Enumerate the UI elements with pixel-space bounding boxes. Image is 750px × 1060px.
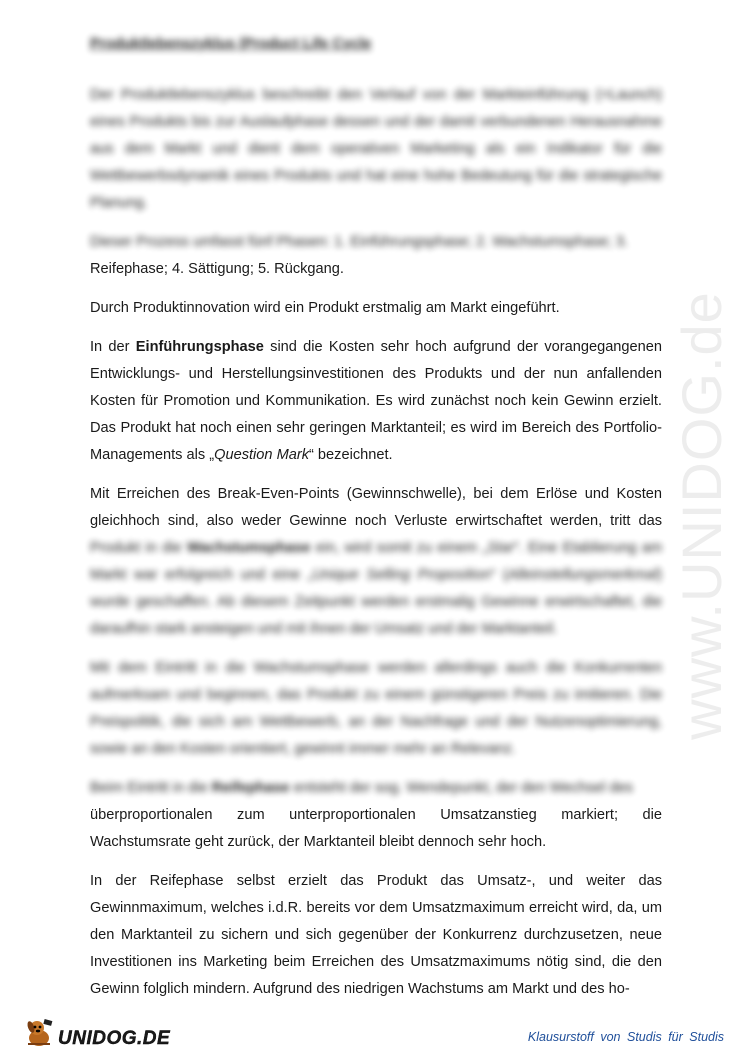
document-title: Produktlebenszyklus (Product Life Cycle xyxy=(90,36,372,52)
growth-mid3: “ ( xyxy=(490,567,508,583)
page-footer xyxy=(0,1010,750,1050)
paragraph-phases xyxy=(90,229,662,283)
maturity-clear: überproportionalen zum unterproportionalen Umsatzanstieg markiert; die Wachstumsrate geht zurück, der Marktanteil bleibt dennoch sehr hoch. xyxy=(90,807,662,850)
phases-blurred-line: Dieser Prozess umfasst fünf Phasen: 1. Einführungsphase; 2. Wachstumsphase; 3. xyxy=(90,234,629,250)
alleinstellung-term: Alleinstellungsmerkmal xyxy=(507,567,658,583)
growth-before: Produkt in die xyxy=(90,540,187,556)
growth-phase-term: Wachstumsphase xyxy=(186,540,311,556)
paragraph-introduction-phase xyxy=(90,334,662,469)
maturity-before: Beim Eintritt in die xyxy=(90,780,212,796)
intro-mid: sind die Kosten sehr hoch aufgrund der vorangegangenen Entwicklungs- und Herstellungsinvestitionen des Produkts und der nun anfallenden Kosten für Promotion und Kommunikation. Es wird zunächst noch kein Gewinn erzielt. Das Produkt hat noch einen sehr geringen Marktanteil; es wird im Bereich des Portfolio-Managements als „ xyxy=(90,339,663,463)
intro-phase-term: Einführungsphase xyxy=(135,339,264,355)
maturity-after: entsteht der sog. Wendepunkt, der den Wechsel des xyxy=(289,780,633,796)
growth-mid: ein, wird somit zu einem „ xyxy=(310,540,488,556)
footer-slogan: Klausurstoff von Studis für Studis xyxy=(527,1030,724,1044)
growth-mid2: “. Eine Etablierung am Markt war erfolgreich und eine „ xyxy=(90,540,662,583)
site-watermark xyxy=(656,280,746,750)
paragraph-intro: Der Produktlebenszyklus beschreibt den Verlauf von der Markteinführung (=Launch) eines Produkts bis zur Auslaufphase dessen und der damit verbundenen Herausnahme aus dem Markt und dient dem operativen Marketing als ein Indikator für die Wettbewerbsdynamik eines Produkts und hat eine hohe Bedeutung für die strategische Planung. xyxy=(90,87,662,211)
paragraph-maturity xyxy=(90,775,662,856)
usp-term: Unique Selling Proposition xyxy=(312,567,491,583)
document-body xyxy=(90,36,662,1015)
dog-mascot-icon xyxy=(22,1016,56,1050)
phases-clear-line: Reifephase; 4. Sättigung; 5. Rückgang. xyxy=(90,261,344,277)
question-mark-term: Question Mark xyxy=(214,447,310,463)
growth-phase-blurred xyxy=(90,540,662,637)
watermark-text: www.UNIDOG.de xyxy=(669,290,733,740)
intro-after: “ bezeichnet. xyxy=(309,447,393,463)
unidog-logo[interactable] xyxy=(22,1014,170,1050)
break-even-clear: Mit Erreichen des Break-Even-Points (Gewinnschwelle), bei dem Erlöse und Kosten gleichhoch sind, also weder Gewinne noch Verluste erwirtschaftet werden, tritt das xyxy=(90,486,662,529)
paragraph-maximum: In der Reifephase selbst erzielt das Produkt das Umsatz-, und weiter das Gewinnmaximum, welches i.d.R. bereits vor dem Umsatzmaximum erreicht wird, da, um den Marktanteil zu sichern und sich gegenüber der Konkurrenz durchzusetzen, neue Investitionen ins Marketing beim Erreichen des Umsatzmaximums nötig sind, die den Gewinn folglich mindern. Aufgrund des niedrigen Wachstums am Markt und des ho- xyxy=(90,873,662,997)
star-term: Star xyxy=(487,540,514,556)
growth-after: ) wurde geschaffen. Ab diesem Zeitpunkt werden erstmalig Gewinne erwirtschaftet, die daraufhin stark ansteigen und mit ihnen der Umsatz und der Marktanteil. xyxy=(90,567,662,637)
paragraph-innovation: Durch Produktinnovation wird ein Produkt erstmalig am Markt eingeführt. xyxy=(90,300,560,316)
maturity-blurred-line xyxy=(90,775,662,802)
logo-text: UNIDOG.DE xyxy=(58,1028,171,1049)
maturity-phase-term: Reifephase xyxy=(211,780,290,796)
paragraph-competition: Mit dem Eintritt in die Wachstumsphase werden allerdings auch die Konkurrenten aufmerksam und beginnen, das Produkt zu einem günstigeren Preis zu imitieren. Die Preispolitik, die sich am Wettbewerb, an der Nachfrage und der Nutzenoptimierung, sowie an den Kosten orientiert, gewinnt immer mehr an Relevanz. xyxy=(90,660,662,757)
intro-before: In der xyxy=(90,339,136,355)
paragraph-break-even xyxy=(90,481,662,643)
